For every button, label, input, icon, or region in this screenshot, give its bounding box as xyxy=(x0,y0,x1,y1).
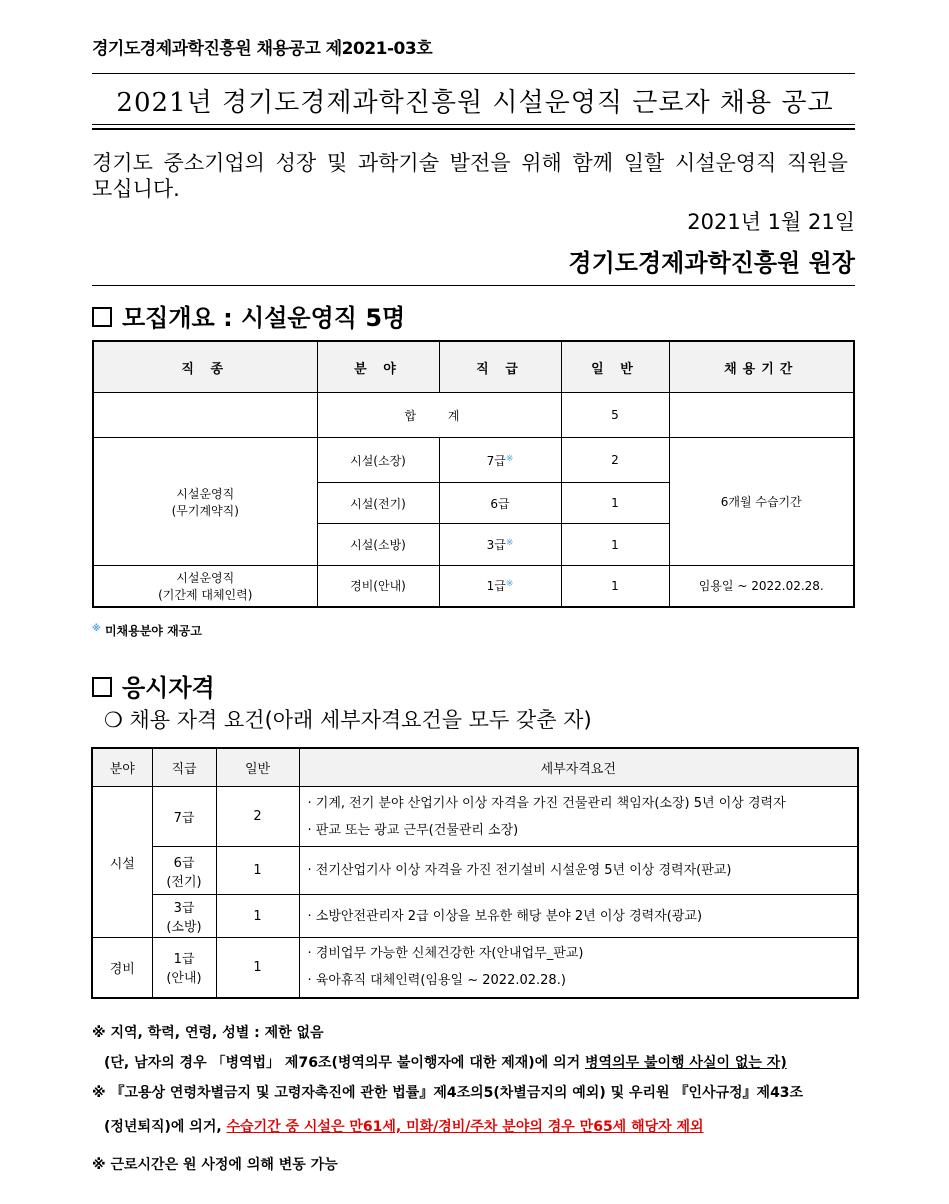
section-heading xyxy=(92,668,215,703)
table-cell xyxy=(439,524,561,566)
checkbox-icon xyxy=(92,677,112,697)
note xyxy=(104,1116,704,1136)
text: · 판교 또는 광교 근무(건물관리 소장) xyxy=(307,822,519,838)
text: (단, 남자의 경우 「병역법」 제76조(병역의무 불이행자에 대한 제재)에 의거 xyxy=(104,1055,586,1071)
divider xyxy=(92,73,855,74)
text: 1 xyxy=(216,938,299,998)
text: 3급 (소방) xyxy=(152,895,216,938)
section-heading xyxy=(92,298,405,333)
text: 1급 xyxy=(486,579,506,594)
table-cell xyxy=(439,483,561,524)
footnote xyxy=(92,622,202,639)
table-cell xyxy=(439,438,561,483)
job-type: 시설운영직 (무기계약직) xyxy=(93,438,317,566)
text: 수습기간 중 시설은 만61세, 미화/경비/주차 분야의 경우 만65세 해당자 제외 xyxy=(226,1119,704,1135)
date: 2021년 1월 21일 xyxy=(687,210,855,234)
table-cell xyxy=(93,393,854,438)
divider xyxy=(92,124,855,125)
text: · 경비업무 가능한 신체건강한 자(안내업무_판교) xyxy=(307,946,584,962)
text: 시설(전기) xyxy=(317,483,439,524)
text: 3급 xyxy=(486,538,506,552)
divider xyxy=(92,285,855,286)
notice-number: 경기도경제과학진흥원 채용공고 제2021-03호 xyxy=(92,39,433,59)
subheading: ❍ 채용 자격 요건(아래 세부자격요건을 모두 갖춘 자) xyxy=(104,708,592,732)
text: · 기계, 전기 분야 산업기사 이상 자격을 가진 건물관리 책임자(소장) 5년 이상 경력자 xyxy=(307,795,786,811)
text: 1 xyxy=(561,483,669,524)
text: 1 xyxy=(561,524,669,566)
table-cell xyxy=(669,393,854,438)
table-cell xyxy=(299,938,858,998)
text: ※ xyxy=(92,624,101,634)
text: 1 xyxy=(561,566,669,607)
checkbox-icon xyxy=(92,307,112,327)
qualification-table xyxy=(91,747,859,999)
note: ※ 근로시간은 원 사정에 의해 변동 가능 xyxy=(92,1157,338,1173)
table-cell xyxy=(439,566,561,607)
text: 미채용분야 재공고 xyxy=(104,624,202,638)
note: ※ 『고용상 연령차별금지 및 고령자촉진에 관한 법률』제4조의5(차별금지의 예외) 및 우리원 『인사규정』제43조 xyxy=(92,1085,804,1101)
table-cell xyxy=(93,566,854,607)
table-cell xyxy=(93,393,317,438)
text: 경비(안내) xyxy=(317,566,439,607)
total-label: 합 계 xyxy=(317,393,561,438)
text: 세부자격요건 xyxy=(299,748,858,787)
text: 직급 xyxy=(152,748,216,787)
note: ※ 지역, 학력, 연령, 성별 : 제한 없음 xyxy=(92,1025,324,1041)
table-cell xyxy=(93,438,854,483)
job-type: 시설운영직 (기간제 대체인력) xyxy=(93,566,317,607)
text: (정년퇴직)에 의거, xyxy=(104,1119,227,1135)
text: ※ xyxy=(505,538,514,548)
table-cell xyxy=(92,895,858,938)
text: 6급 xyxy=(490,496,510,511)
divider xyxy=(92,128,855,130)
text: 2 xyxy=(561,438,669,483)
recruitment-table xyxy=(92,340,855,608)
text: 경비 xyxy=(92,938,152,998)
text: 6급 (전기) xyxy=(152,847,216,895)
table-cell xyxy=(93,341,854,393)
text: 1 xyxy=(216,895,299,938)
text: 1급 (안내) xyxy=(152,938,216,998)
text: 7급 xyxy=(486,453,506,468)
table-cell xyxy=(92,787,858,847)
text: ※ xyxy=(505,579,514,590)
text: 시설 xyxy=(92,787,152,938)
signer: 경기도경제과학진흥원 원장 xyxy=(568,249,855,277)
intro-text: 경기도 중소기업의 성장 및 과학기술 발전을 위해 함께 일할 시설운영직 직원을 모십니다. xyxy=(92,151,848,201)
text: 분야 xyxy=(92,748,152,787)
period: 6개월 수습기간 xyxy=(669,438,854,566)
table-cell xyxy=(92,938,858,998)
text: 응시자격 xyxy=(122,674,215,702)
header-cell: 일 반 xyxy=(561,341,669,393)
text: ※ xyxy=(505,453,514,464)
header-cell: 분 야 xyxy=(317,341,439,393)
note xyxy=(104,1052,787,1072)
total-value: 5 xyxy=(561,393,669,438)
header-cell: 채용기간 xyxy=(669,341,854,393)
text: 7급 xyxy=(152,787,216,847)
text: 일반 xyxy=(216,748,299,787)
text: 모집개요 : 시설운영직 5명 xyxy=(122,304,406,332)
table-cell xyxy=(299,787,858,847)
text: 2 xyxy=(216,787,299,847)
text: 임용일 ~ 2022.02.28. xyxy=(669,566,854,607)
text: · 전기산업기사 이상 자격을 가진 전기설비 시설운영 5년 이상 경력자(판교) xyxy=(299,847,858,895)
page-title: 2021년 경기도경제과학진흥원 시설운영직 근로자 채용 공고 xyxy=(116,88,834,118)
table-cell xyxy=(92,847,858,895)
table-cell xyxy=(92,748,858,787)
text: 시설(소장) xyxy=(317,438,439,483)
text: · 소방안전관리자 2급 이상을 보유한 해당 분야 2년 이상 경력자(광교) xyxy=(299,895,858,938)
text: 병역의무 불이행 사실이 없는 자) xyxy=(585,1055,787,1071)
text: · 육아휴직 대체인력(임용일 ~ 2022.02.28.) xyxy=(307,973,566,989)
text: 1 xyxy=(216,847,299,895)
header-cell: 직 급 xyxy=(439,341,561,393)
header-cell: 직 종 xyxy=(93,341,317,393)
text: 시설(소방) xyxy=(317,524,439,566)
